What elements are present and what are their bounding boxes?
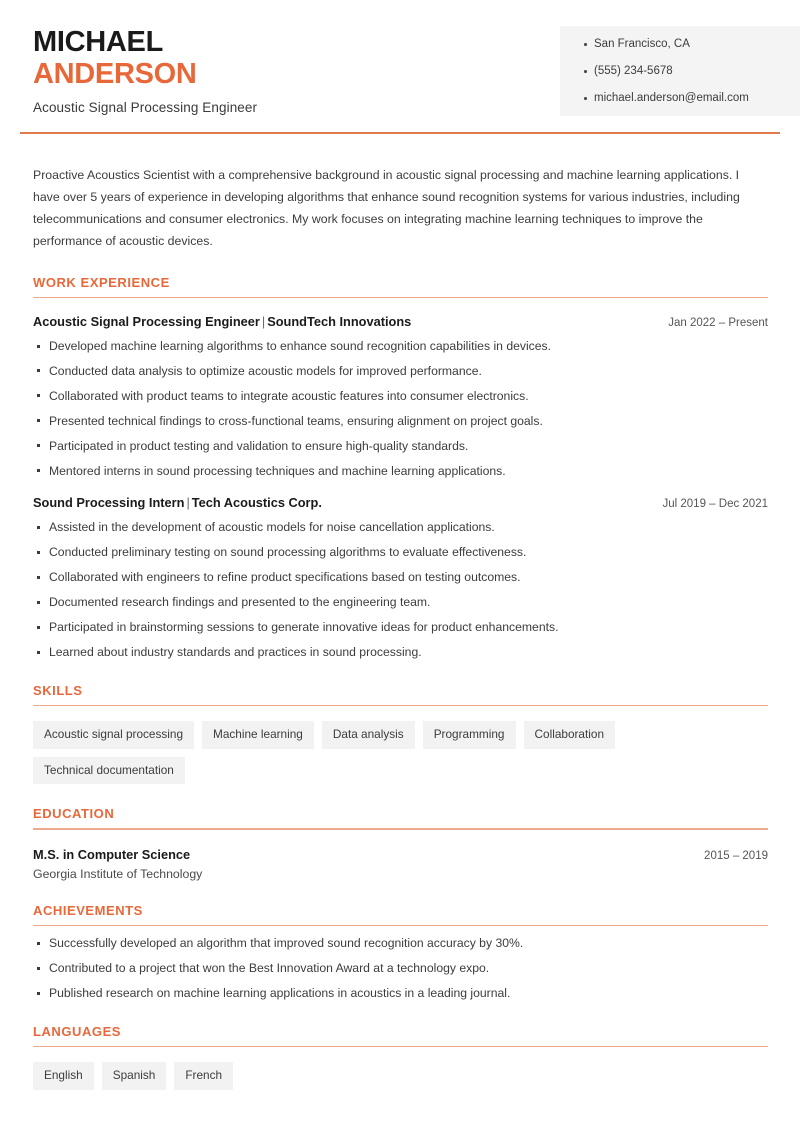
contact-panel [560, 26, 800, 116]
experience-title-company [33, 495, 322, 510]
section-work-experience [33, 275, 767, 661]
skill-chip: Machine learning [202, 721, 314, 749]
section-divider [33, 705, 768, 707]
section-title-skills: SKILLS [33, 682, 83, 698]
education-entry-header [33, 847, 768, 862]
bullet-item: Documented research findings and presented to the engineering team. [33, 594, 767, 610]
bullet-item: Developed machine learning algorithms to enhance sound recognition capabilities in devices. [33, 338, 767, 354]
bullet-item: Published research on machine learning applications in acoustics in a leading journal. [33, 985, 767, 1001]
section-title-education: EDUCATION [33, 806, 115, 822]
section-divider [33, 925, 768, 927]
bullet-item: Conducted data analysis to optimize acoustic models for improved performance. [33, 363, 767, 379]
first-name: MICHAEL [33, 26, 164, 58]
section-title-work-experience: WORK EXPERIENCE [33, 274, 170, 290]
education-institution: Georgia Institute of Technology [33, 866, 203, 881]
resume-content [0, 165, 800, 1090]
resume-header [0, 0, 800, 133]
section-divider [33, 1046, 768, 1048]
skill-chip: Acoustic signal processing [33, 721, 194, 749]
last-name: ANDERSON [33, 58, 197, 91]
bullet-item: Assisted in the development of acoustic models for noise cancellation applications. [33, 519, 767, 535]
section-skills [33, 683, 767, 785]
section-achievements [33, 903, 767, 1002]
bullet-item: Conducted preliminary testing on sound processing algorithms to evaluate effectiveness. [33, 544, 767, 560]
bullet-item: Presented technical findings to cross-functional teams, ensuring alignment on project goals. [33, 413, 767, 429]
languages-chip-list [33, 1062, 768, 1090]
title-separator: | [186, 495, 190, 511]
bullet-item: Contributed to a project that won the Best Innovation Award at a technology expo. [33, 960, 767, 976]
experience-role: Acoustic Signal Processing Engineer [33, 314, 260, 329]
experience-bullet-list [33, 338, 767, 479]
professional-summary: Proactive Acoustics Scientist with a comprehensive background in acoustic signal processing and machine learning applications. I have over 5 years of experience in developing algorithms that enhance sound recognition systems for various industries, including telecommunications and consumer electronics. My work focuses on integrating machine learning techniques to improve the performance of acoustic devices. [33, 168, 740, 248]
skill-chip: Programming [423, 721, 516, 749]
achievements-list [33, 935, 767, 1001]
identity-block [33, 26, 257, 115]
skills-chip-list [33, 721, 768, 784]
bullet-item: Collaborated with engineers to refine product specifications based on testing outcomes. [33, 569, 767, 585]
bullet-item: Participated in brainstorming sessions to generate innovative ideas for product enhancements. [33, 619, 767, 635]
section-languages [33, 1024, 767, 1090]
section-title-achievements: ACHIEVEMENTS [33, 902, 143, 918]
section-divider [33, 297, 768, 299]
title-separator: | [261, 314, 266, 329]
section-title-languages: LANGUAGES [33, 1023, 122, 1039]
job-title: Acoustic Signal Processing Engineer [33, 99, 258, 115]
experience-entry-header [33, 314, 768, 329]
experience-entry [33, 495, 767, 660]
skill-chip: Collaboration [524, 721, 616, 749]
bullet-item: Learned about industry standards and practices in sound processing. [33, 644, 767, 660]
contact-phone[interactable]: (555) 234-5678 [584, 66, 786, 78]
experience-company: Tech Acoustics Corp. [191, 495, 322, 511]
education-entry [33, 847, 767, 881]
section-education [33, 806, 767, 881]
language-chip: English [33, 1062, 94, 1090]
skill-chip: Technical documentation [33, 757, 185, 785]
skill-chip: Data analysis [322, 721, 415, 749]
experience-title-company [33, 314, 411, 329]
experience-bullet-list [33, 519, 767, 660]
contact-email[interactable]: michael.anderson@email.com [584, 93, 786, 105]
experience-date: Jan 2022 – Present [668, 317, 768, 329]
experience-date: Jul 2019 – Dec 2021 [662, 498, 768, 511]
experience-company: SoundTech Innovations [267, 314, 412, 329]
experience-role: Sound Processing Intern [33, 495, 185, 511]
education-degree: M.S. in Computer Science [33, 846, 191, 862]
section-divider [33, 828, 768, 830]
bullet-item: Successfully developed an algorithm that improved sound recognition accuracy by 30%. [33, 935, 767, 951]
language-chip: Spanish [102, 1062, 167, 1090]
header-divider [20, 132, 780, 134]
experience-entry [33, 314, 767, 479]
experience-entry-header [33, 495, 768, 510]
bullet-item: Collaborated with product teams to integrate acoustic features into consumer electronics. [33, 388, 767, 404]
education-date: 2015 – 2019 [704, 849, 768, 862]
bullet-item: Participated in product testing and validation to ensure high-quality standards. [33, 438, 767, 454]
language-chip: French [174, 1062, 233, 1090]
contact-location: San Francisco, CA [584, 39, 786, 51]
bullet-item: Mentored interns in sound processing techniques and machine learning applications. [33, 463, 767, 479]
